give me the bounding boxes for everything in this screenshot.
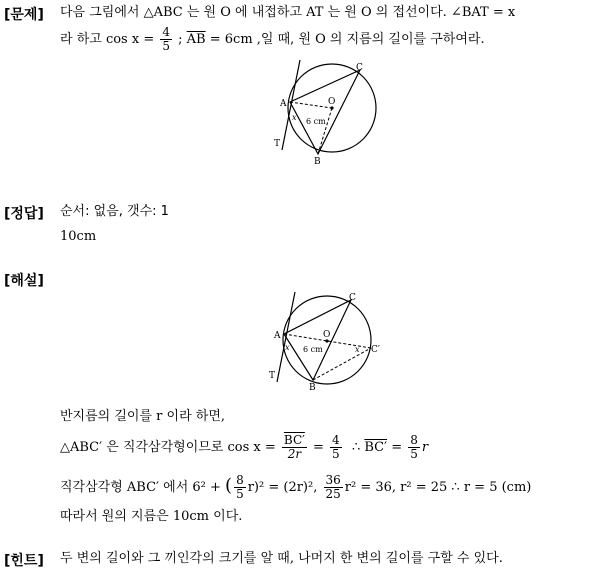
explanation-label: [해설] bbox=[4, 273, 44, 289]
label-a: A bbox=[274, 331, 281, 341]
label-o: O bbox=[323, 330, 331, 340]
label-b: B bbox=[314, 157, 321, 164]
fraction-36-25 bbox=[324, 474, 343, 501]
pythagoras-rest: r)² = (2r)², bbox=[247, 480, 318, 495]
fraction-eight-fifths bbox=[234, 474, 246, 501]
segment-bc-prime: BC′ bbox=[364, 440, 388, 455]
paren-open: ( bbox=[225, 475, 233, 496]
problem-cos-text: 라 하고 cos x = bbox=[60, 32, 155, 47]
explanation-cos-text: △ABC′ 은 직각삼각형이므로 cos x = bbox=[60, 440, 276, 455]
fraction-denominator: 25 bbox=[325, 487, 341, 501]
label-length: 6 cm bbox=[306, 117, 326, 126]
problem-line-2 bbox=[60, 26, 485, 53]
answer-line-2: 10cm bbox=[60, 229, 97, 244]
problem-label: [문제] bbox=[4, 7, 44, 23]
problem-fraction bbox=[160, 26, 172, 53]
hint-label: [힌트] bbox=[4, 553, 44, 569]
equals-sign: = bbox=[313, 440, 324, 455]
label-t: T bbox=[269, 371, 276, 381]
variable-r: r bbox=[421, 440, 429, 455]
fraction-four-fifths bbox=[330, 434, 342, 461]
label-x-c-prime: x bbox=[355, 345, 360, 354]
triangle-abc bbox=[284, 300, 351, 380]
explanation-line-3 bbox=[60, 474, 531, 501]
label-length: 6 cm bbox=[303, 345, 323, 354]
fraction-denominator: 2r bbox=[287, 447, 302, 461]
solution-text: r² = 36, r² = 25 ∴ r = 5 (cm) bbox=[344, 480, 532, 495]
equals-sign: = bbox=[391, 440, 403, 455]
label-c-prime: C′ bbox=[371, 345, 380, 355]
fraction-numerator: 8 bbox=[410, 433, 418, 447]
dashed-radius bbox=[290, 102, 332, 108]
figure-diameter bbox=[265, 290, 385, 390]
fraction-numerator: 36 bbox=[325, 473, 341, 487]
problem-condition-text: = 6cm ,일 때, 원 O 의 지름의 길이를 구하여라. bbox=[209, 32, 485, 47]
label-c: C bbox=[349, 293, 356, 303]
fraction-numerator: 4 bbox=[162, 25, 170, 39]
label-b: B bbox=[309, 383, 316, 390]
fraction-denominator: 5 bbox=[410, 447, 418, 461]
answer-label: [정답] bbox=[4, 206, 44, 222]
fraction-numerator: BC′ bbox=[283, 433, 305, 447]
fraction-denominator: 5 bbox=[162, 39, 170, 53]
answer-line-1: 순서: 없음, 갯수: 1 bbox=[60, 204, 169, 219]
fraction-bc-over-2r bbox=[282, 434, 307, 461]
fraction-numerator: 4 bbox=[332, 433, 340, 447]
explanation-line-1: 반지름의 길이를 r 이라 하면, bbox=[60, 409, 226, 424]
problem-segment-ab: $\overline{AB}$ bbox=[186, 32, 206, 47]
triangle-abc bbox=[290, 70, 360, 154]
explanation-line-4: 따라서 원의 지름은 10cm 이다. bbox=[60, 509, 243, 524]
hint-line-1: 두 변의 길이와 그 끼인각의 크기를 알 때, 나머지 한 변의 길이를 구할 수 있다. bbox=[60, 551, 503, 566]
label-a: A bbox=[280, 99, 287, 109]
fraction-denominator: 5 bbox=[332, 447, 340, 461]
label-x: x bbox=[292, 113, 297, 122]
fraction-eight-fifths bbox=[408, 434, 420, 461]
figure-inscribed-triangle bbox=[272, 58, 382, 164]
label-c: C bbox=[356, 63, 363, 73]
fraction-denominator: 5 bbox=[236, 487, 244, 501]
explanation-line-2 bbox=[60, 434, 428, 461]
label-t: T bbox=[274, 139, 281, 149]
problem-line-1: 다음 그림에서 △ABC 는 원 O 에 내접하고 AT 는 원 O 의 접선이다. ∠BAT = x bbox=[60, 5, 516, 20]
problem-semicolon: ; bbox=[178, 32, 183, 47]
pythagoras-text: 직각삼각형 ABC′ 에서 6² + bbox=[60, 480, 221, 495]
therefore-symbol: ∴ bbox=[351, 440, 361, 455]
fraction-numerator: 8 bbox=[236, 473, 244, 487]
label-x-a: x bbox=[285, 343, 290, 352]
label-o: O bbox=[328, 97, 336, 107]
